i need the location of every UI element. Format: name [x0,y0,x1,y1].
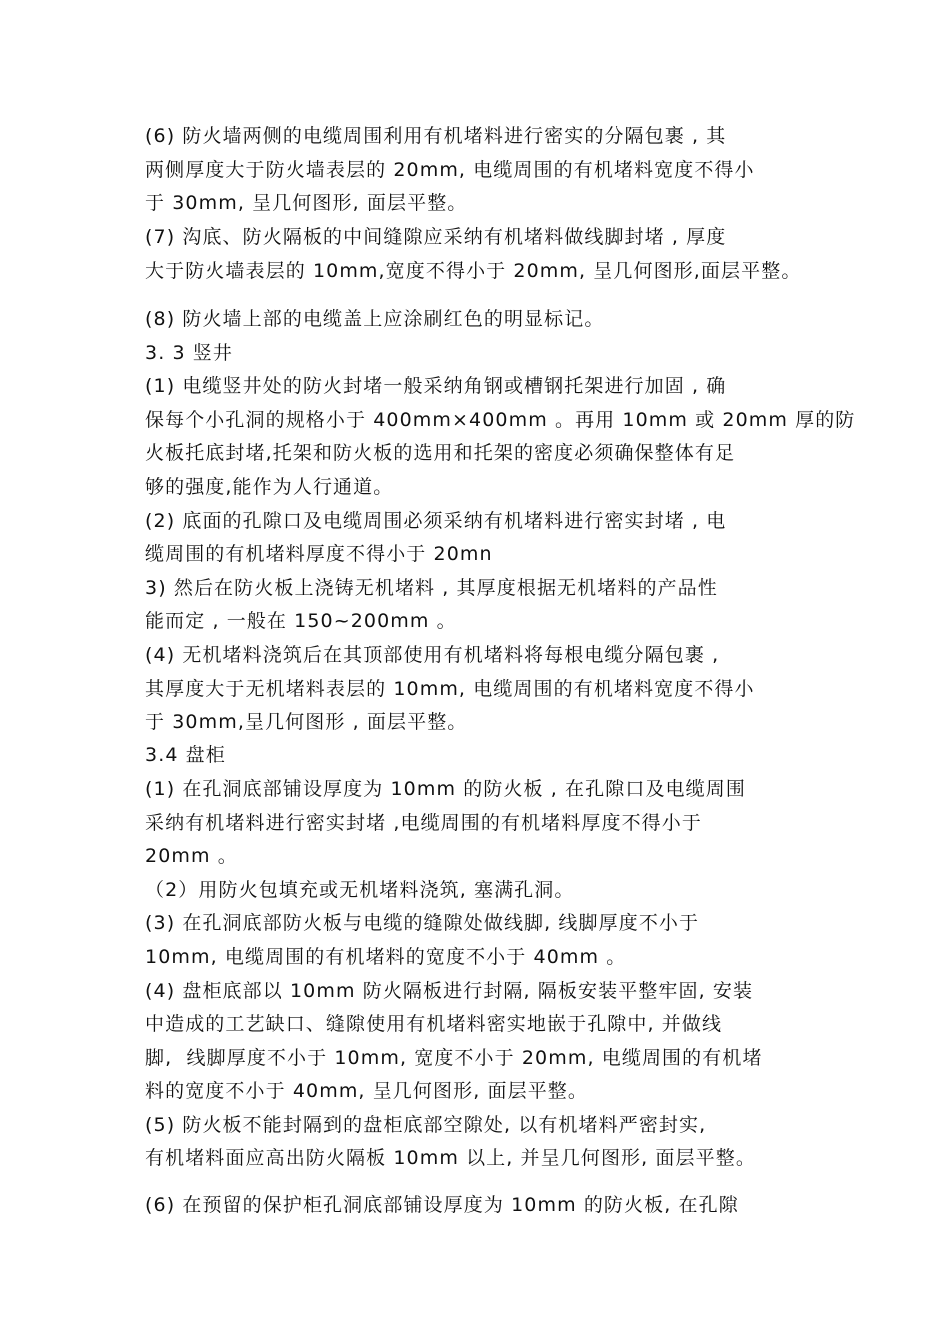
text-line: (6) 防火墙两侧的电缆周围利用有机堵料进行密实的分隔包裹 , 其 [145,125,727,147]
text-line: 缆周围的有机堵料厚度不得小于 20mn [145,543,493,565]
text-line: 能而定 , 一般在 150~200mm 。 [145,610,457,632]
text-line: 20mm 。 [145,845,238,867]
text-line: 料的宽度不小于 40mm, 呈几何图形, 面层平整。 [145,1080,588,1102]
text-line: 火板托底封堵,托架和防火板的选用和托架的密度必须确保整体有足 [145,442,736,464]
text-line: 于 30mm, 呈几何图形, 面层平整。 [145,192,468,214]
text-line: 脚, 线脚厚度不小于 10mm, 宽度不小于 20mm, 电缆周围的有机堵 [145,1047,763,1069]
text-line: (8) 防火墙上部的电缆盖上应涂刷红色的明显标记。 [145,308,605,330]
text-line: 中造成的工艺缺口、缝隙使用有机堵料密实地嵌于孔隙中, 并做线 [145,1013,723,1035]
text-line: 保每个小孔洞的规格小于 400mm×400mm 。再用 10mm 或 20mm 厚的防 [145,409,856,431]
text-line: (1) 电缆竖井处的防火封堵一般采纳角钢或槽钢托架进行加固 , 确 [145,375,727,397]
text-line: (1) 在孔洞底部铺设厚度为 10mm 的防火板 , 在孔隙口及电缆周围 [145,778,746,800]
text-line: (3) 在孔洞底部防火板与电缆的缝隙处做线脚, 线脚厚度不小于 [145,912,700,934]
text-line: (5) 防火板不能封隔到的盘柜底部空隙处, 以有机堵料严密封实, [145,1114,707,1136]
text-line: (7) 沟底、防火隔板的中间缝隙应采纳有机堵料做线脚封堵 , 厚度 [145,226,727,248]
text-line: (2) 底面的孔隙口及电缆周围必须采纳有机堵料进行密实封堵 , 电 [145,510,727,532]
text-line: 其厚度大于无机堵料表层的 10mm, 电缆周围的有机堵料宽度不得小 [145,678,755,700]
text-line: 够的强度,能作为人行通道。 [145,476,394,498]
text-line: (6) 在预留的保护柜孔洞底部铺设厚度为 10mm 的防火板, 在孔隙 [145,1194,739,1216]
text-line: 两侧厚度大于防火墙表层的 20mm, 电缆周围的有机堵料宽度不得小 [145,159,755,181]
text-line: 10mm, 电缆周围的有机堵料的宽度不小于 40mm 。 [145,946,627,968]
text-line: (4) 盘柜底部以 10mm 防火隔板进行封隔, 隔板安装平整牢固, 安装 [145,980,754,1002]
text-line: 大于防火墙表层的 10mm,宽度不得小于 20mm, 呈几何图形,面层平整。 [145,260,802,282]
section-heading: 3. 3 竖井 [145,342,233,364]
text-line: （2）用防火包填充或无机堵料浇筑, 塞满孔洞。 [145,879,575,901]
text-line: 有机堵料面应高出防火隔板 10mm 以上, 并呈几何图形, 面层平整。 [145,1147,756,1169]
section-heading: 3.4 盘柜 [145,744,226,766]
text-line: 3) 然后在防火板上浇铸无机堵料 , 其厚度根据无机堵料的产品性 [145,577,718,599]
text-line: 于 30mm,呈几何图形 , 面层平整。 [145,711,468,733]
text-line: (4) 无机堵料浇筑后在其顶部使用有机堵料将每根电缆分隔包裹 , [145,644,720,666]
text-line: 采纳有机堵料进行密实封堵 ,电缆周围的有机堵料厚度不得小于 [145,812,702,834]
